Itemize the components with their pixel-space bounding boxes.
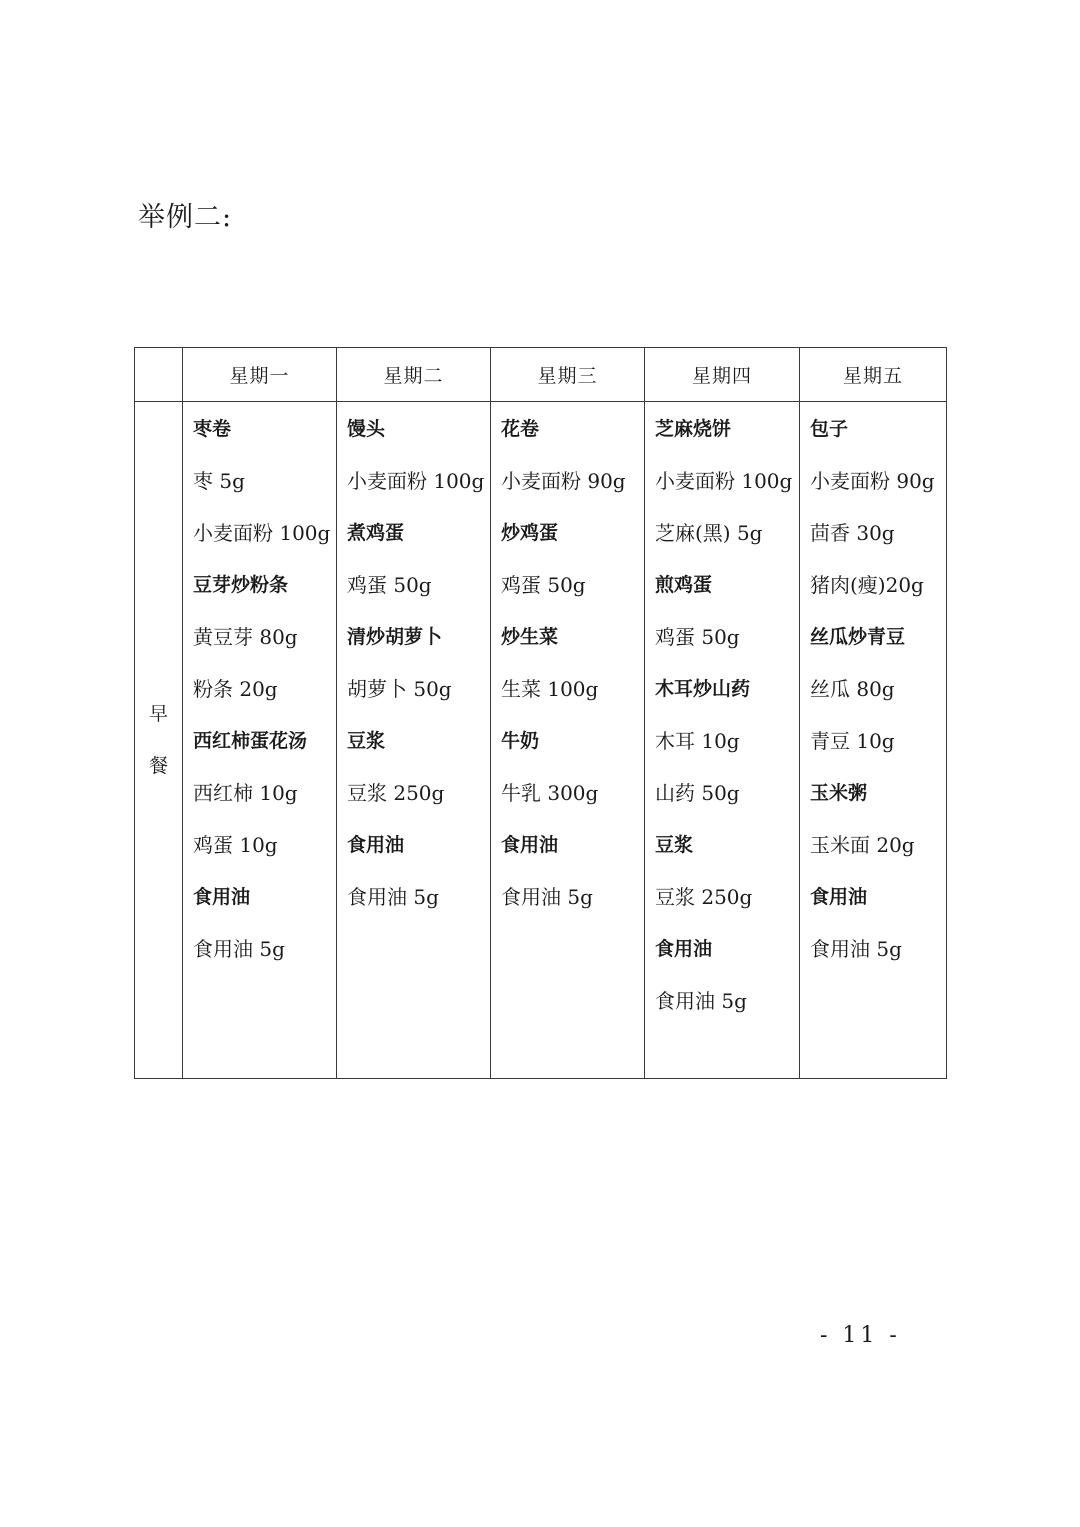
dish-name: 煮鸡蛋 [347,522,405,544]
ingredient-amount: 生菜 100g [501,677,599,701]
ingredient-amount: 玉米面 20g [810,833,915,857]
ingredient-amount: 鸡蛋 50g [501,573,586,597]
day-cell-friday [800,402,947,1079]
ingredient-amount: 芝麻(黑) 5g [655,521,763,545]
ingredient-amount: 食用油 5g [501,885,593,909]
ingredient-amount: 鸡蛋 50g [655,625,740,649]
day-cell-monday [183,402,337,1079]
header-friday: 星期五 [800,348,947,402]
dish-name: 炒生菜 [501,626,559,648]
ingredient-amount: 食用油 5g [347,885,439,909]
dish-name: 清炒胡萝卜 [347,626,443,648]
ingredient-amount: 西红柿 10g [193,781,298,805]
dish-name: 炒鸡蛋 [501,522,559,544]
dish-name: 丝瓜炒青豆 [810,626,906,648]
dish-name: 玉米粥 [810,782,868,804]
dish-name: 西红柿蛋花汤 [193,730,308,752]
dish-name: 馒头 [347,418,386,440]
weekly-menu-table [134,347,947,1079]
ingredient-amount: 黄豆芽 80g [193,625,298,649]
ingredient-amount: 粉条 20g [193,677,278,701]
dish-name: 豆浆 [655,834,694,856]
meal-cell [135,402,183,1079]
dish-name: 食用油 [347,834,405,856]
meal-label: 早餐 [148,703,168,777]
ingredient-amount: 小麦面粉 100g [655,469,793,493]
item-list [501,402,640,923]
item-list [655,402,795,1027]
dish-name: 豆芽炒粉条 [193,574,289,596]
corner-cell [135,348,183,402]
header-thursday: 星期四 [645,348,800,402]
dish-name: 煎鸡蛋 [655,574,713,596]
ingredient-amount: 茴香 30g [810,521,895,545]
table-row [135,402,947,1079]
item-list [347,402,486,923]
ingredient-amount: 小麦面粉 100g [193,521,331,545]
ingredient-amount: 食用油 5g [655,989,747,1013]
dish-name: 枣卷 [193,418,232,440]
dish-name: 包子 [810,418,849,440]
dish-name: 食用油 [810,886,868,908]
ingredient-amount: 木耳 10g [655,729,740,753]
item-list [193,402,332,975]
dish-name: 木耳炒山药 [655,678,751,700]
table-header-row [135,348,947,402]
ingredient-amount: 猪肉(瘦)20g [810,573,924,597]
ingredient-amount: 枣 5g [193,469,245,493]
ingredient-amount: 鸡蛋 50g [347,573,432,597]
ingredient-amount: 牛乳 300g [501,781,599,805]
ingredient-amount: 小麦面粉 100g [347,469,485,493]
ingredient-amount: 青豆 10g [810,729,895,753]
dish-name: 食用油 [193,886,251,908]
page-number: - 11 - [820,1323,901,1348]
ingredient-amount: 食用油 5g [810,937,902,961]
dish-name: 食用油 [501,834,559,856]
ingredient-amount: 小麦面粉 90g [810,469,935,493]
dish-name: 芝麻烧饼 [655,418,732,440]
page-heading: 举例二: [138,202,233,233]
header-tuesday: 星期二 [337,348,491,402]
header-wednesday: 星期三 [491,348,645,402]
day-cell-thursday [645,402,800,1079]
ingredient-amount: 豆浆 250g [347,781,445,805]
header-monday: 星期一 [183,348,337,402]
dish-name: 豆浆 [347,730,386,752]
day-cell-tuesday [337,402,491,1079]
ingredient-amount: 食用油 5g [193,937,285,961]
ingredient-amount: 小麦面粉 90g [501,469,626,493]
day-cell-wednesday [491,402,645,1079]
dish-name: 食用油 [655,938,713,960]
ingredient-amount: 豆浆 250g [655,885,753,909]
dish-name: 牛奶 [501,730,540,752]
item-list [810,402,942,975]
ingredient-amount: 鸡蛋 10g [193,833,278,857]
ingredient-amount: 丝瓜 80g [810,677,895,701]
ingredient-amount: 胡萝卜 50g [347,677,452,701]
ingredient-amount: 山药 50g [655,781,740,805]
dish-name: 花卷 [501,418,540,440]
